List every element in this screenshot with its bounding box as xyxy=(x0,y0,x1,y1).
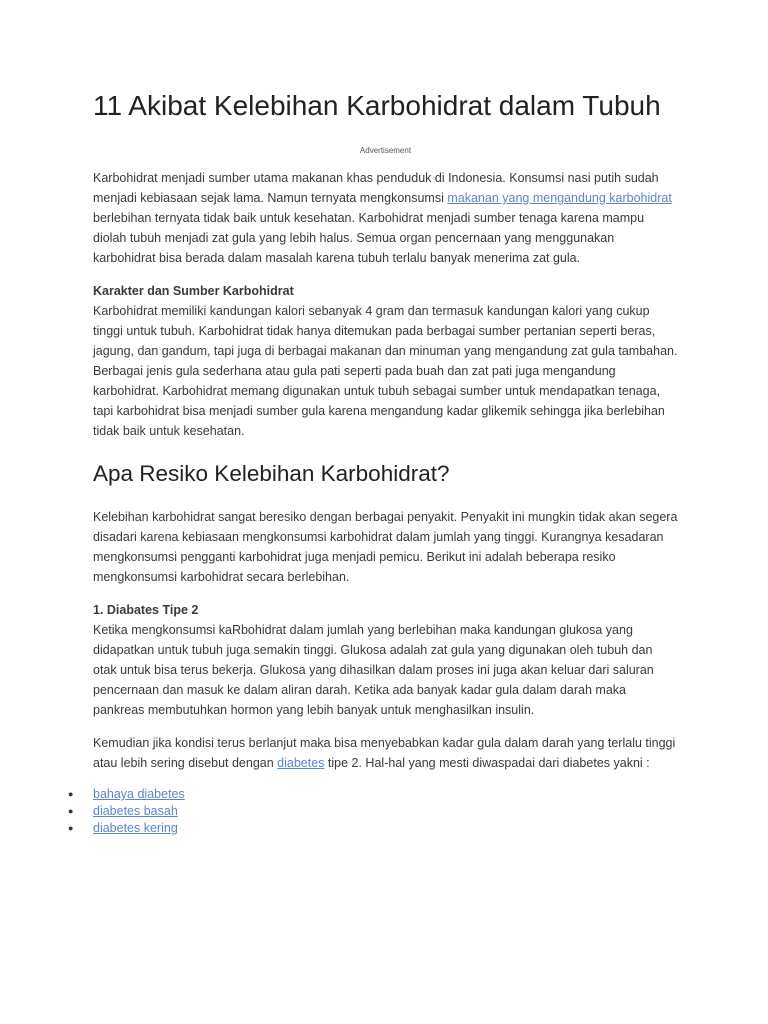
followup-text-before-link: Kemudian jika kondisi terus berlanjut maka bisa menyebabkan kadar gula dalam darah yang terlalu tinggi atau lebih sering disebut dengan xyxy=(93,736,676,770)
point-diabetes-heading: 1. Diabates Tipe 2 xyxy=(93,603,199,617)
point-diabetes xyxy=(93,600,678,720)
list-item xyxy=(68,820,678,837)
bullet-icon: ● xyxy=(68,789,74,799)
section-karakter-body: Karbohidrat memiliki kandungan kalori sebanyak 4 gram dan termasuk kandungan kalori yang cukup tinggi untuk tubuh. Karbohidrat tidak hanya ditemukan pada berbagai sumber pertanian seperti beras, jagung, dan gandum, tapi juga di berbagai makanan dan minuman yang mengandung zat gula tambahan. Berbagai jenis gula sederhana atau gula pati seperti pada buah dan zat pati juga mengandung karbohidrat. Karbohidrat memang digunakan untuk tubuh sebagai sumber untuk mendapatkan tenaga, tapi karbohidrat bisa menjadi sumber gula karena mengandung kadar glikemik sehingga jika berlebihan tidak baik untuk kesehatan. xyxy=(93,304,678,438)
bullet-icon: ● xyxy=(68,823,74,833)
section-resiko-body: Kelebihan karbohidrat sangat beresiko dengan berbagai penyakit. Penyakit ini mungkin tidak akan segera disadari karena kebiasaan mengkonsumsi karbohidrat dalam jumlah yang tinggi. Kurangnya kesadaran mengkonsumsi pengganti karbohidrat juga menjadi pemicu. Berikut ini adalah beberapa resiko mengkonsumsi karbohidrat secara berlebihan. xyxy=(93,510,678,584)
link-makanan-karbohidrat[interactable]: makanan yang mengandung karbohidrat xyxy=(447,191,672,205)
diabetes-followup-paragraph xyxy=(93,733,678,773)
article xyxy=(68,86,678,837)
followup-text-after-link: tipe 2. Hal-hal yang mesti diwaspadai dari diabetes yakni : xyxy=(324,756,650,770)
link-bahaya-diabetes[interactable]: bahaya diabetes xyxy=(93,787,185,801)
section-karakter xyxy=(93,281,678,441)
link-diabetes[interactable]: diabetes xyxy=(277,756,325,770)
bullet-icon: ● xyxy=(68,806,74,816)
intro-text-before-link: Karbohidrat menjadi sumber utama makanan khas penduduk di Indonesia. Konsumsi nasi putih sudah menjadi kebiasaan sejak lama. Namun ternyata mengkonsumsi xyxy=(93,171,659,205)
related-links-list xyxy=(68,786,678,837)
list-item xyxy=(68,786,678,803)
section-heading-resiko: Apa Resiko Kelebihan Karbohidrat? xyxy=(93,461,450,486)
point-diabetes-body: Ketika mengkonsumsi kaRbohidrat dalam jumlah yang berlebihan maka kandungan glukosa yang didapatkan untuk tubuh juga semakin tinggi. Glukosa adalah zat gula yang digunakan oleh tubuh dan otak untuk bisa terus bekerja. Glukosa yang dihasilkan dalam proses ini juga akan keluar dari saluran pencernaan dan masuk ke dalam aliran darah. Ketika ada banyak kadar gula dalam darah maka pankreas membutuhkan hormon yang lebih banyak untuk menghasilkan insulin. xyxy=(93,623,654,717)
link-diabetes-kering[interactable]: diabetes kering xyxy=(93,821,178,835)
page-title: 11 Akibat Kelebihan Karbohidrat dalam Tubuh xyxy=(93,90,661,121)
intro-text-after-link: berlebihan ternyata tidak baik untuk kesehatan. Karbohidrat menjadi sumber tenaga karena mampu diolah tubuh menjadi zat gula yang lebih halus. Semua organ pencernaan yang menggunakan karbohidrat bisa berada dalam masalah karena tubuh terlalu banyak menerima zat gula. xyxy=(93,211,645,265)
link-diabetes-basah[interactable]: diabetes basah xyxy=(93,804,178,818)
list-item xyxy=(68,803,678,820)
section-karakter-heading: Karakter dan Sumber Karbohidrat xyxy=(93,284,294,298)
intro-paragraph xyxy=(93,168,678,268)
advertisement-label: Advertisement xyxy=(359,146,412,155)
